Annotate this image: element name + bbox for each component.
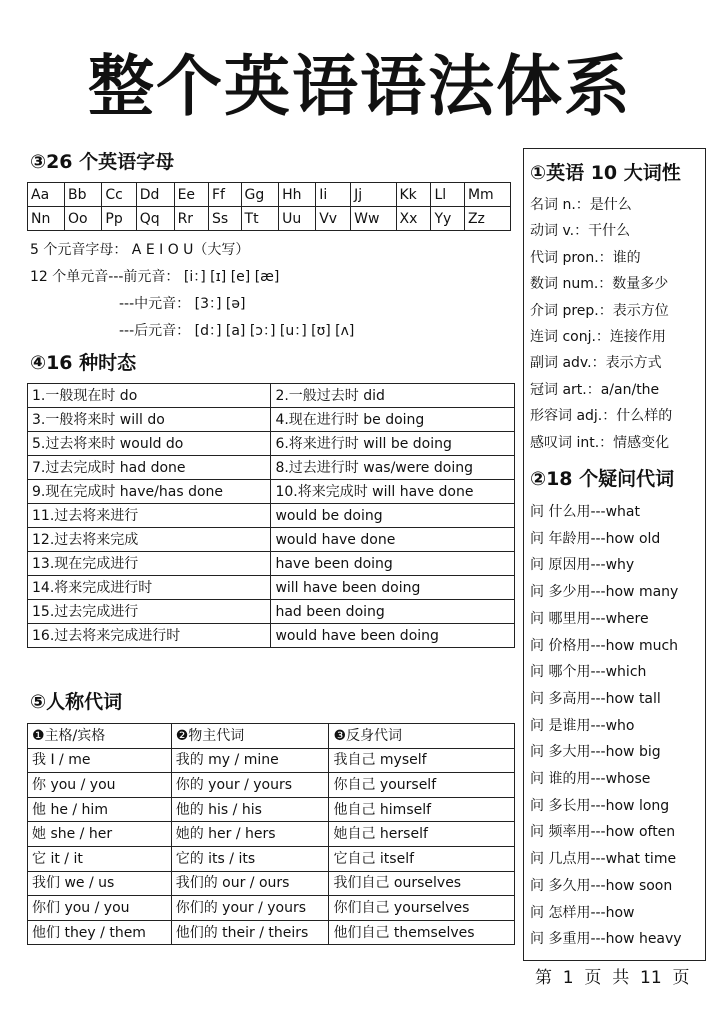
alphabet-cell: Uu [279, 207, 316, 231]
sidebar-panel [523, 148, 706, 961]
part-of-speech-item: 连词 conj.：连接作用 [530, 329, 666, 345]
tense-row [28, 408, 515, 432]
vowel-letters-line: 5 个元音字母： A E I O U（大写） [30, 242, 250, 258]
question-word-item: 问 多少用---how many [530, 584, 679, 601]
question-word-item: 问 是谁用---who [530, 717, 635, 734]
part-of-speech-item: 感叹词 int.：情感变化 [530, 434, 670, 451]
pronoun-cell: 你的 your / yours [171, 773, 329, 798]
pronoun-column-header: ❷物主代词 [171, 724, 329, 749]
pronoun-cell: 你 you / you [28, 773, 172, 798]
tense-cell: 16.过去将来完成进行时 [28, 624, 271, 648]
part-of-speech-item: 形容词 adj.：什么样的 [530, 408, 673, 425]
pronoun-cell: 他们 they / them [28, 920, 172, 945]
single-vowels-line: 12 个单元音---前元音： [i：] [ɪ] [e] [æ] [30, 269, 280, 285]
part-of-speech-item: 名词 n.：是什么 [530, 197, 632, 213]
alphabet-cell: Qq [136, 207, 174, 231]
question-word-item: 问 多大用---how big [530, 744, 661, 761]
tense-row [28, 480, 515, 504]
alphabet-cell: Ss [208, 207, 241, 231]
tense-row [28, 600, 515, 624]
alphabet-cell: Ii [316, 183, 351, 207]
alphabet-cell: Vv [316, 207, 351, 231]
mid-vowels-line: ---中元音： [3：] [ə] [119, 296, 246, 312]
tense-cell: 4.现在进行时 be doing [271, 408, 515, 432]
tense-cell: have been doing [271, 552, 515, 576]
pronoun-header-row [28, 724, 515, 749]
parts-of-speech-heading: ①英语 10 大词性 [530, 162, 681, 184]
pronoun-cell: 你们 you / you [28, 896, 172, 921]
pronoun-row [28, 871, 515, 896]
pronoun-cell: 你们的 your / yours [171, 896, 329, 921]
tenses-table [27, 383, 515, 648]
alphabet-cell: Gg [241, 183, 279, 207]
tense-cell: 2.一般过去时 did [271, 384, 515, 408]
tense-cell: 8.过去进行时 was/were doing [271, 456, 515, 480]
tense-cell: would be doing [271, 504, 515, 528]
tense-cell: 15.过去完成进行 [28, 600, 271, 624]
question-word-item: 问 原因用---why [530, 557, 635, 574]
tense-row [28, 624, 515, 648]
tense-cell: 13.现在完成进行 [28, 552, 271, 576]
pronoun-cell: 他们的 their / theirs [171, 920, 329, 945]
pronoun-cell: 我自己 myself [329, 748, 515, 773]
pronoun-row [28, 920, 515, 945]
alphabet-cell: Rr [174, 207, 208, 231]
alphabet-row-1 [28, 183, 511, 207]
tense-cell: 9.现在完成时 have/has done [28, 480, 271, 504]
tense-cell: 10.将来完成时 will have done [271, 480, 515, 504]
alphabet-cell: Pp [102, 207, 136, 231]
pronoun-cell: 我们自己 ourselves [329, 871, 515, 896]
pronoun-cell: 它 it / it [28, 846, 172, 871]
tense-row [28, 384, 515, 408]
pronoun-row [28, 748, 515, 773]
pronoun-cell: 你们自己 yourselves [329, 896, 515, 921]
alphabet-cell: Dd [136, 183, 174, 207]
tense-cell: 1.一般现在时 do [28, 384, 271, 408]
tense-cell: 11.过去将来进行 [28, 504, 271, 528]
pronoun-cell: 她 she / her [28, 822, 172, 847]
tense-cell: would have done [271, 528, 515, 552]
pronoun-row [28, 846, 515, 871]
tense-row [28, 504, 515, 528]
tense-cell: will have been doing [271, 576, 515, 600]
alphabet-cell: Cc [102, 183, 136, 207]
question-word-item: 问 谁的用---whose [530, 771, 651, 787]
question-word-item: 问 多长用---how long [530, 797, 670, 814]
tense-row [28, 528, 515, 552]
pronouns-heading: ⑤人称代词 [30, 691, 123, 713]
tense-cell: had been doing [271, 600, 515, 624]
tense-cell: 12.过去将来完成 [28, 528, 271, 552]
question-word-item: 问 年龄用---how old [530, 530, 661, 547]
pronouns-table [27, 723, 515, 945]
tense-row [28, 552, 515, 576]
tense-cell: would have been doing [271, 624, 515, 648]
pronoun-cell: 它自己 itself [329, 846, 515, 871]
tense-cell: 6.将来进行时 will be doing [271, 432, 515, 456]
question-word-item: 问 价格用---how much [530, 637, 679, 654]
alphabet-cell: Kk [396, 183, 431, 207]
alphabet-cell: Ee [174, 183, 208, 207]
part-of-speech-item: 冠词 art.：a/an/the [530, 381, 660, 398]
alphabet-table [27, 182, 511, 231]
tense-cell: 5.过去将来时 would do [28, 432, 271, 456]
question-word-item: 问 多重用---how heavy [530, 931, 682, 948]
question-word-item: 问 怎样用---how [530, 904, 635, 921]
question-word-item: 问 多高用---how tall [530, 690, 661, 707]
tenses-heading: ④16 种时态 [30, 352, 137, 374]
pronoun-cell: 他自己 himself [329, 797, 515, 822]
tense-row [28, 456, 515, 480]
pronoun-cell: 我们 we / us [28, 871, 172, 896]
pronoun-column-header: ❶主格/宾格 [28, 724, 172, 749]
question-word-item: 问 几点用---what time [530, 851, 677, 868]
part-of-speech-item: 代词 pron.：谁的 [530, 249, 641, 266]
part-of-speech-item: 介词 prep.：表示方位 [530, 302, 669, 319]
tense-cell: 7.过去完成时 had done [28, 456, 271, 480]
tense-row [28, 576, 515, 600]
tense-cell: 3.一般将来时 will do [28, 408, 271, 432]
question-word-item: 问 哪里用---where [530, 610, 649, 627]
pronoun-cell: 他的 his / his [171, 797, 329, 822]
pronoun-cell: 他 he / him [28, 797, 172, 822]
alphabet-cell: Aa [28, 183, 65, 207]
page-title: 整个英语语法体系 [88, 48, 632, 125]
alphabet-heading: ③26 个英语字母 [30, 151, 175, 173]
tense-row [28, 432, 515, 456]
alphabet-row-2 [28, 207, 511, 231]
alphabet-cell: Oo [65, 207, 102, 231]
question-word-item: 问 哪个用---which [530, 664, 647, 681]
alphabet-cell: Hh [279, 183, 316, 207]
alphabet-cell: Ff [208, 183, 241, 207]
pronoun-row [28, 822, 515, 847]
alphabet-cell: Yy [431, 207, 464, 231]
pronoun-cell: 我的 my / mine [171, 748, 329, 773]
question-word-item: 问 什么用---what [530, 504, 640, 520]
alphabet-cell: Nn [28, 207, 65, 231]
alphabet-cell: Jj [351, 183, 396, 207]
pronoun-cell: 他们自己 themselves [329, 920, 515, 945]
alphabet-cell: Zz [464, 207, 510, 231]
part-of-speech-item: 动词 v.：干什么 [530, 223, 631, 240]
pronoun-cell: 我 I / me [28, 748, 172, 773]
pronoun-row [28, 896, 515, 921]
alphabet-cell: Ww [351, 207, 396, 231]
alphabet-cell: Bb [65, 183, 102, 207]
alphabet-cell: Mm [464, 183, 510, 207]
alphabet-cell: Ll [431, 183, 464, 207]
question-words-heading: ②18 个疑问代词 [530, 468, 675, 490]
pronoun-column-header: ❸反身代词 [329, 724, 515, 749]
back-vowels-line: ---后元音： [d：] [a] [ɔ：] [u：] [ʊ] [ʌ] [119, 323, 355, 339]
page-number-footer: 第 1 页 共 11 页 [535, 968, 690, 988]
pronoun-cell: 你自己 yourself [329, 773, 515, 798]
pronoun-cell: 她的 her / hers [171, 822, 329, 847]
pronoun-cell: 我们的 our / ours [171, 871, 329, 896]
pronoun-cell: 她自己 herself [329, 822, 515, 847]
pronoun-cell: 它的 its / its [171, 846, 329, 871]
pronoun-row [28, 773, 515, 798]
part-of-speech-item: 数词 num.：数量多少 [530, 276, 669, 293]
tense-cell: 14.将来完成进行时 [28, 576, 271, 600]
alphabet-cell: Tt [241, 207, 279, 231]
question-word-item: 问 频率用---how often [530, 824, 676, 841]
pronoun-row [28, 797, 515, 822]
alphabet-cell: Xx [396, 207, 431, 231]
part-of-speech-item: 副词 adv.：表示方式 [530, 355, 662, 372]
question-word-item: 问 多久用---how soon [530, 877, 673, 894]
